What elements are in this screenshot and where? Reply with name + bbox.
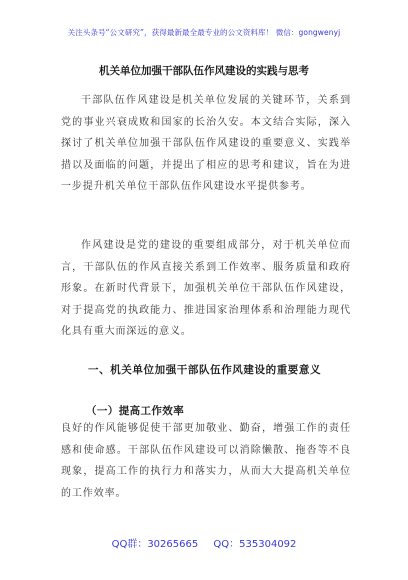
background-paragraph: 作风建设是党的建设的重要组成部分，对于机关单位而言，干部队伍的作风直接关系到工作效率、服务质量和政府形象。在新时代背景下，加强机关单位干部队伍作风建设，对于提高党的执政能力、推进国家治理体系和治理能力现代化具有重大而深远的意义。: [61, 240, 351, 337]
document-title: 机关单位加强干部队伍作风建设的实践与思考: [99, 65, 309, 77]
subsection-heading: （一）提高工作效率: [86, 405, 185, 417]
footer-qq-group: QQ群：30265665: [111, 539, 199, 550]
subsection-paragraph: 良好的作风能够促使干部更加敬业、勤奋，增强工作的责任感和使命感。干部队伍作风建设可以消除懒散、拖沓等不良现象，提高工作的执行力和落实力，从而大大提高机关单位的工作效率。: [61, 423, 351, 499]
top-banner: 关注头条号“公文研究”，获得最新最全最专业的公文资料库！ 微信：gongwenyj: [67, 28, 341, 37]
footer-qq-number: QQ：535304092: [213, 539, 297, 550]
intro-paragraph: 干部队伍作风建设是机关单位发展的关键环节，关系到党的事业兴衰成败和国家的长治久安。本文结合实际，深入探讨了机关单位加强干部队伍作风建设的重要意义、实践举措以及面临的问题，并提出了相应的思考和建议，旨在为进一步提升机关单位干部队伍作风建设水平提供参考。: [61, 95, 351, 192]
section-heading: 一、机关单位加强干部队伍作风建设的重要意义: [88, 364, 322, 376]
footer-contact: [0, 535, 408, 550]
